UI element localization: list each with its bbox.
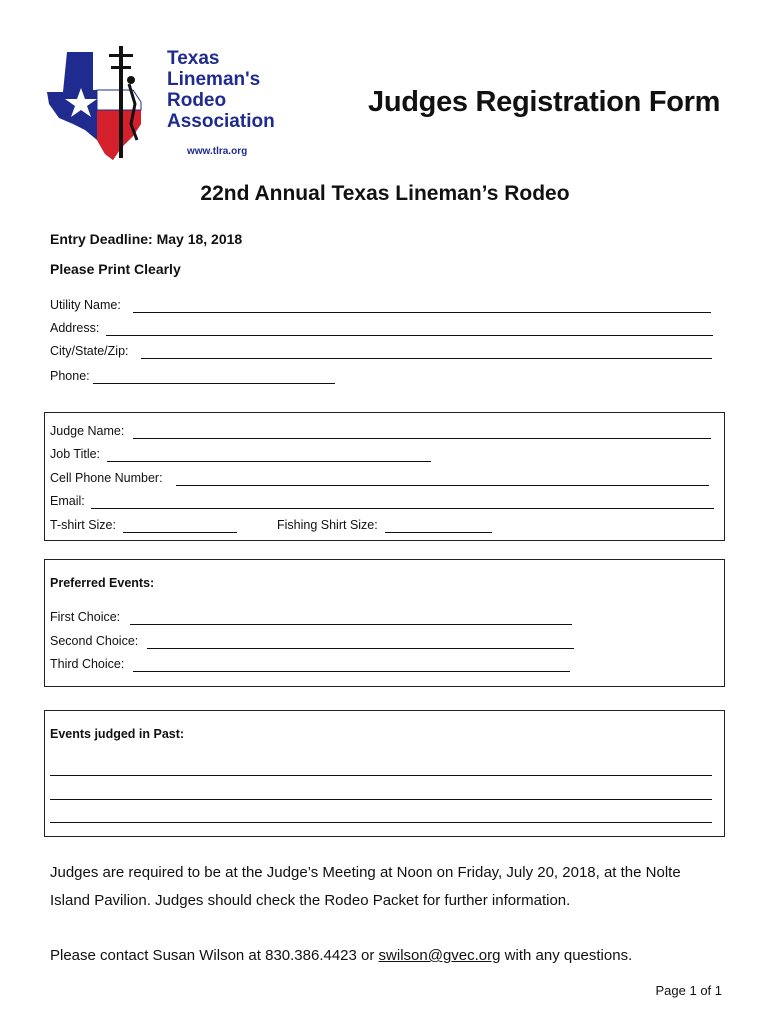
past-events-line-3[interactable] — [50, 822, 712, 823]
print-instruction: Please Print Clearly — [50, 261, 181, 277]
email-field[interactable] — [91, 508, 714, 509]
tshirt-size-label: T-shirt Size: — [50, 518, 116, 532]
logo-url: www.tlra.org — [187, 146, 248, 157]
utility-name-field[interactable] — [133, 312, 711, 313]
logo-line-3: Rodeo — [167, 90, 227, 111]
past-events-line-1[interactable] — [50, 775, 712, 776]
meeting-notice — [50, 859, 740, 915]
meeting-notice-line-2: Island Pavilion. Judges should check the Rodeo Packet for further information. — [50, 892, 571, 909]
city-state-zip-label: City/State/Zip: — [50, 344, 129, 358]
city-state-zip-field[interactable] — [141, 358, 712, 359]
fishing-shirt-size-field[interactable] — [385, 532, 492, 533]
contact-email-link[interactable]: swilson@gvec.org — [378, 947, 501, 964]
fishing-shirt-size-label: Fishing Shirt Size: — [277, 518, 378, 532]
phone-label: Phone: — [50, 369, 90, 383]
second-choice-field[interactable] — [147, 648, 574, 649]
page-number: Page 1 of 1 — [655, 983, 722, 998]
first-choice-label: First Choice: — [50, 610, 121, 624]
past-events-line-2[interactable] — [50, 799, 712, 800]
contact-prefix: Please contact Susan Wilson at 830.386.4423 or — [50, 947, 379, 964]
entry-deadline: Entry Deadline: May 18, 2018 — [50, 231, 243, 247]
past-events-heading: Events judged in Past: — [50, 727, 185, 741]
third-choice-field[interactable] — [133, 671, 570, 672]
tshirt-size-field[interactable] — [123, 532, 237, 533]
contact-suffix: with any questions. — [500, 947, 633, 964]
phone-field[interactable] — [93, 383, 335, 384]
contact-line — [50, 942, 740, 970]
tlra-logo — [45, 44, 315, 164]
event-subtitle: 22nd Annual Texas Lineman’s Rodeo — [200, 182, 570, 205]
email-label: Email: — [50, 494, 85, 508]
job-title-label: Job Title: — [50, 447, 101, 461]
job-title-field[interactable] — [107, 461, 431, 462]
logo-line-1: Texas — [167, 48, 220, 69]
utility-name-label: Utility Name: — [50, 298, 121, 312]
first-choice-field[interactable] — [130, 624, 572, 625]
preferred-events-heading: Preferred Events: — [50, 576, 155, 590]
judge-name-field[interactable] — [133, 438, 711, 439]
address-label: Address: — [50, 321, 100, 335]
cell-phone-field[interactable] — [176, 485, 709, 486]
meeting-notice-line-1: Judges are required to be at the Judge’s Meeting at Noon on Friday, July 20, 2018, at the Nolte — [50, 864, 681, 881]
judge-name-label: Judge Name: — [50, 424, 125, 438]
cell-phone-label: Cell Phone Number: — [50, 471, 163, 485]
logo-line-4: Association — [167, 111, 275, 132]
logo-line-2: Lineman's — [167, 69, 261, 90]
address-field[interactable] — [106, 335, 713, 336]
second-choice-label: Second Choice: — [50, 634, 139, 648]
third-choice-label: Third Choice: — [50, 657, 125, 671]
page-title: Judges Registration Form — [368, 86, 721, 118]
